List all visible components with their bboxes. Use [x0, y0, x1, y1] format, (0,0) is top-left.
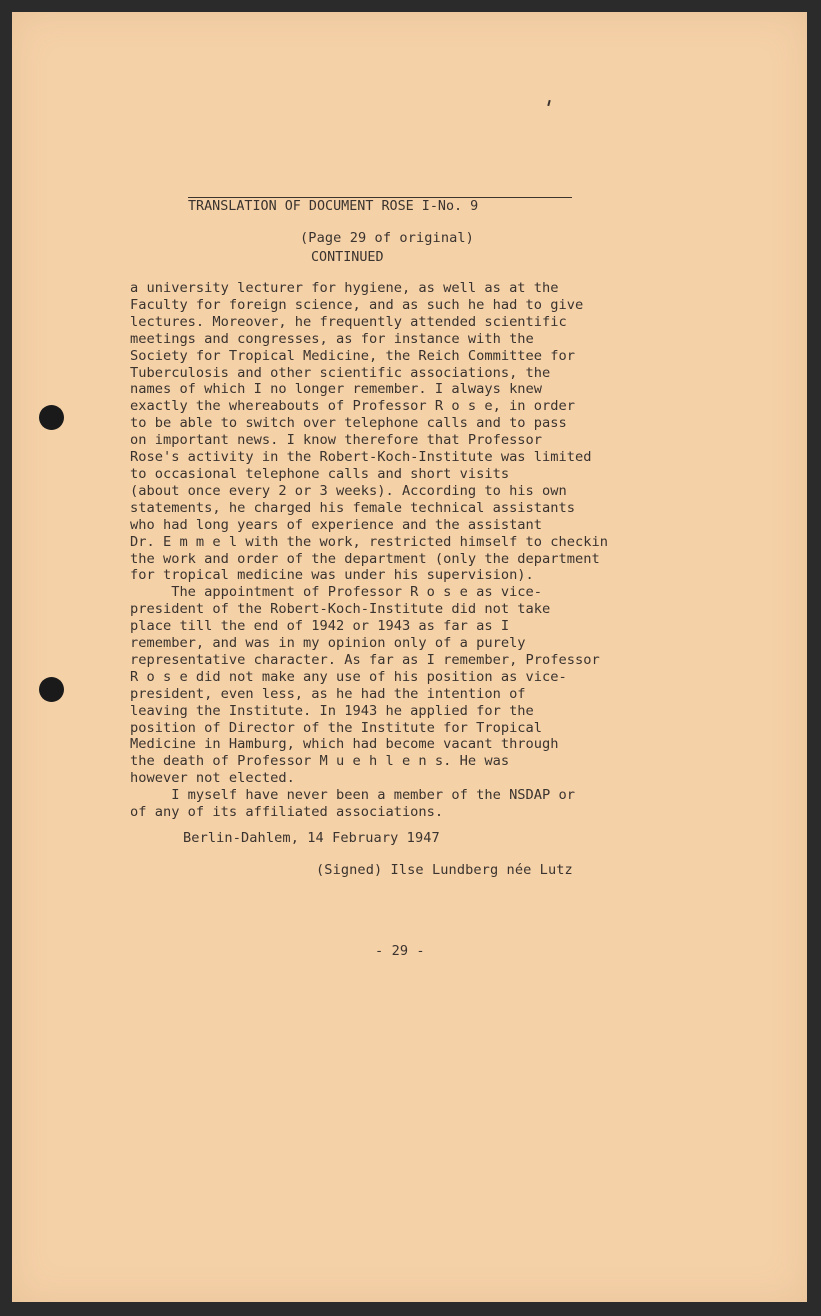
document-heading: [188, 164, 478, 283]
body-line: names of which I no longer remember. I always knew: [130, 381, 543, 398]
body-line: statements, he charged his female technical assistants: [130, 499, 575, 516]
body-line: Medicine in Hamburg, which had become vacant through: [130, 736, 559, 753]
heading-title: TRANSLATION OF DOCUMENT ROSE I-No. 9: [188, 199, 479, 214]
body-text: [130, 280, 608, 821]
page-reference: (Page 29 of original): [300, 230, 474, 246]
place-date: Berlin-Dahlem, 14 February 1947: [183, 830, 440, 846]
punch-hole-top: [39, 405, 64, 430]
body-line: Rose's activity in the Robert-Koch-Institute was limited: [130, 449, 592, 466]
body-line: who had long years of experience and the assistant: [130, 516, 543, 533]
heading-underline: [188, 197, 572, 198]
body-line: remember, and was in my opinion only of a purely: [130, 635, 526, 652]
signature: (Signed) Ilse Lundberg née Lutz: [316, 862, 573, 878]
body-line: a university lecturer for hygiene, as well as at the: [130, 280, 559, 296]
body-line: place till the end of 1942 or 1943 as far as I: [130, 618, 510, 635]
body-line: to occasional telephone calls and short visits: [130, 465, 510, 482]
body-line: on important news. I know therefore that Professor: [130, 432, 543, 449]
body-line: president, even less, as he had the intention of: [130, 685, 526, 702]
body-line: meetings and congresses, as for instance with the: [130, 330, 534, 347]
body-line: to be able to switch over telephone calls and to pass: [130, 415, 567, 432]
body-line: the death of Professor M u e h l e n s. He was: [130, 753, 510, 770]
heading-continued: CONTINUED: [311, 250, 384, 265]
body-line: of any of its affiliated associations.: [130, 804, 444, 821]
page-number: - 29 -: [375, 943, 425, 959]
body-line: Tuberculosis and other scientific associations, the: [130, 364, 551, 381]
body-line: lectures. Moreover, he frequently attended scientific: [130, 313, 567, 330]
body-line: representative character. As far as I remember, Professor: [130, 651, 600, 668]
body-line: R o s e did not make any use of his position as vice-: [130, 668, 567, 685]
body-line: president of the Robert-Koch-Institute did not take: [130, 601, 551, 618]
body-line: for tropical medicine was under his supervision).: [130, 567, 534, 584]
body-line: position of Director of the Institute for Tropical: [130, 719, 543, 736]
body-line: I myself have never been a member of the NSDAP or: [130, 787, 575, 804]
body-line: the work and order of the department (only the department: [130, 550, 600, 567]
body-line: (about once every 2 or 3 weeks). According to his own: [130, 482, 567, 499]
body-line: Dr. E m m e l with the work, restricted himself to checkin: [130, 533, 608, 550]
body-line: Faculty for foreign science, and as such he had to give: [130, 296, 584, 313]
body-line: Society for Tropical Medicine, the Reich Committee for: [130, 347, 575, 364]
body-line: The appointment of Professor R o s e as vice-: [130, 584, 543, 601]
punch-hole-bottom: [39, 677, 64, 702]
body-line: leaving the Institute. In 1943 he applied for the: [130, 702, 534, 719]
body-line: however not elected.: [130, 770, 295, 787]
body-line: exactly the whereabouts of Professor R o s e, in order: [130, 398, 575, 415]
